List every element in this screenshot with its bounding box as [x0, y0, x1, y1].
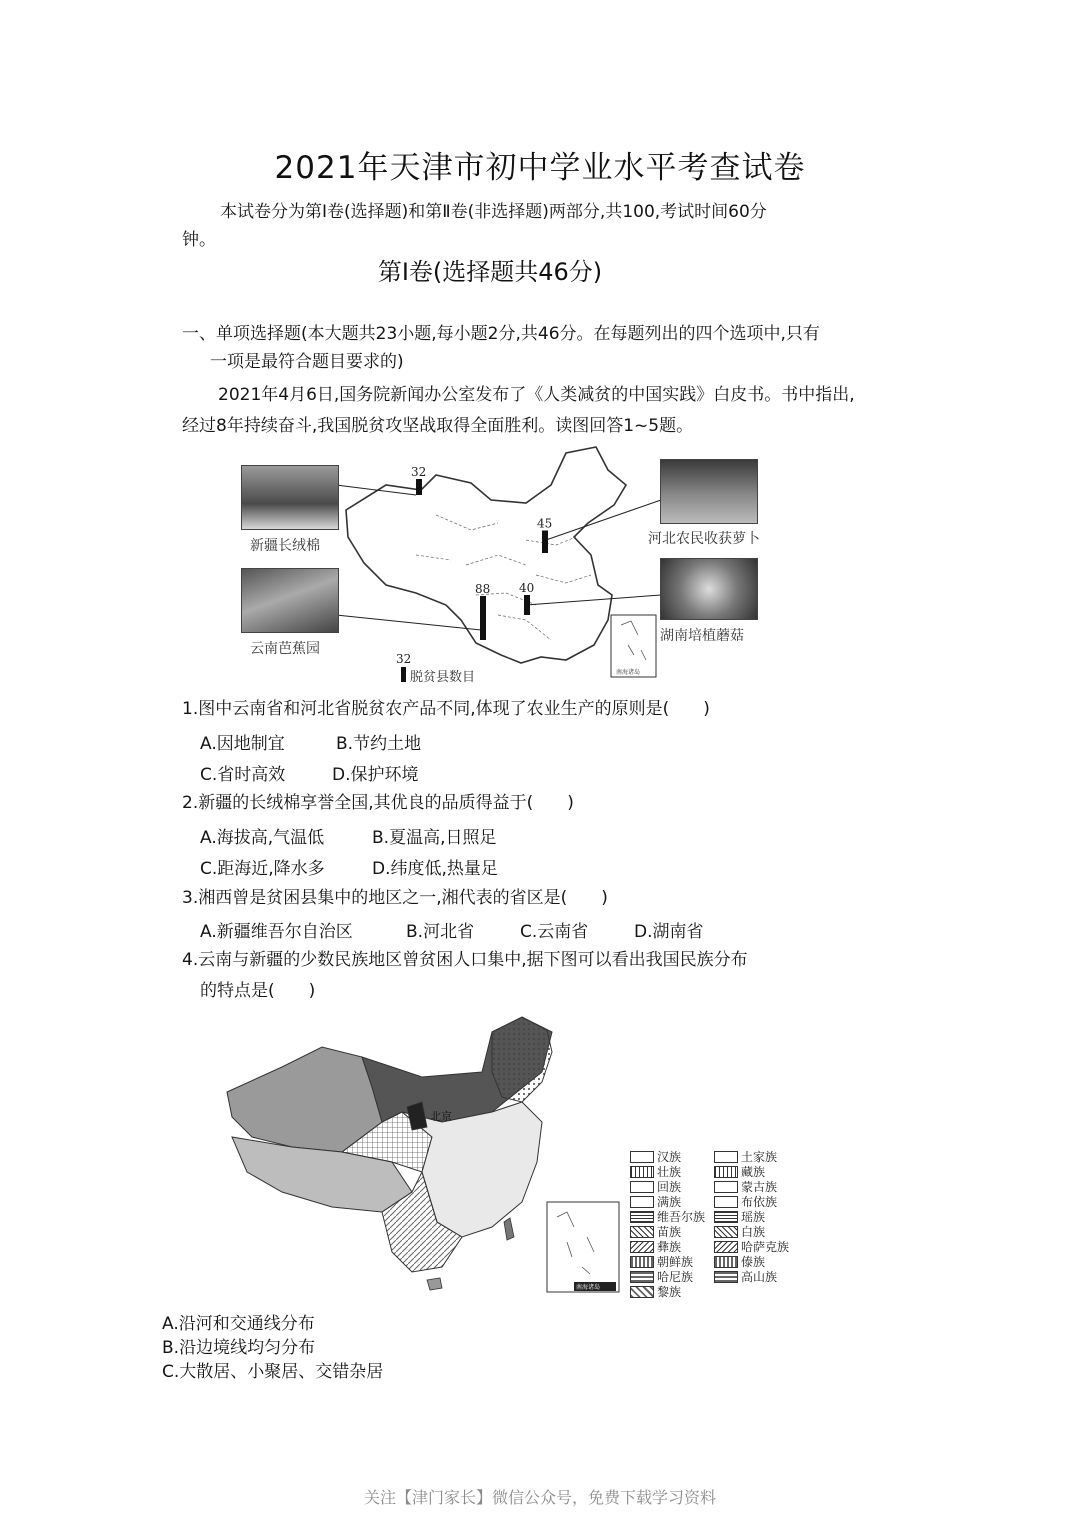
q4-option-b[interactable]: B.沿边境线均匀分布 [162, 1338, 316, 1358]
legend-swatch [714, 1271, 738, 1283]
legend-col2-item-8 [714, 1268, 777, 1285]
hunan-mushroom-photo [660, 558, 758, 620]
q3-option-a[interactable]: A.新疆维吾尔自治区 [200, 922, 353, 942]
passage-line-2: 经过8年持续奋斗,我国脱贫攻坚战取得全面胜利。读图回答1~5题。 [182, 416, 694, 436]
legend-swatch [714, 1196, 738, 1208]
question-1-stem: 1.图中云南省和河北省脱贫农产品不同,体现了农业生产的原则是( ) [182, 699, 710, 719]
question-4-stem-line-1: 4.云南与新疆的少数民族地区曾贫困人口集中,据下图可以看出我国民族分布 [182, 950, 748, 970]
legend-label: 朝鲜族 [657, 1255, 694, 1269]
beijing-label: 北京 [430, 1110, 452, 1123]
region-hainan [427, 1278, 442, 1290]
q1-option-c[interactable]: C.省时高效 [200, 765, 286, 785]
q2-option-d[interactable]: D.纬度低,热量足 [372, 859, 498, 879]
legend-label: 黎族 [657, 1285, 682, 1299]
legend-swatch [630, 1211, 654, 1223]
q2-option-b[interactable]: B.夏温高,日照足 [372, 828, 497, 848]
inset-label-2: 南海诸岛 [576, 1284, 601, 1291]
region-northeast [492, 1017, 552, 1102]
legend-swatch [630, 1196, 654, 1208]
bar-label-0: 32 [411, 465, 427, 479]
caption-hunan: 湖南培植蘑菇 [660, 628, 744, 644]
part-heading-line-1: 一、单项选择题(本大题共23小题,每小题2分,共46分。在每题列出的四个选项中,只有 [182, 324, 820, 344]
legend-label: 哈尼族 [657, 1270, 694, 1284]
legend-label: 白族 [741, 1225, 766, 1239]
q2-option-c[interactable]: C.距海近,降水多 [200, 859, 325, 879]
legend-col1-item-9 [630, 1283, 681, 1300]
legend-label: 回族 [657, 1180, 682, 1194]
q3-option-b[interactable]: B.河北省 [406, 922, 475, 942]
legend-swatch [630, 1271, 654, 1283]
part-heading-line-2: 一项是最符合题目要求的) [210, 352, 404, 372]
bar-1 [542, 531, 548, 554]
legend-label: 土家族 [741, 1150, 778, 1164]
legend-swatch [714, 1241, 738, 1253]
legend-swatch [714, 1181, 738, 1193]
bar-label-2: 88 [475, 582, 491, 596]
legend-label: 哈萨克族 [741, 1240, 790, 1254]
bar-3 [524, 595, 530, 615]
bar-0 [416, 479, 422, 495]
legend-label: 壮族 [657, 1165, 682, 1179]
inset-label: 南海诸岛 [616, 669, 641, 676]
legend-swatch [630, 1256, 654, 1268]
legend-label: 脱贫县数目 [410, 670, 476, 685]
legend-swatch [714, 1166, 738, 1178]
legend-label: 维吾尔族 [657, 1210, 706, 1224]
legend-swatch [714, 1256, 738, 1268]
caption-yunnan: 云南芭蕉园 [250, 641, 320, 657]
hebei-radish-photo [660, 459, 758, 524]
legend-label: 苗族 [657, 1225, 682, 1239]
legend-swatch [630, 1151, 654, 1163]
legend-label: 汉族 [657, 1150, 682, 1164]
legend-label: 满族 [657, 1195, 682, 1209]
q3-option-c[interactable]: C.云南省 [520, 922, 589, 942]
legend-value: 32 [396, 652, 412, 666]
legend-label: 蒙古族 [741, 1180, 778, 1194]
legend-label: 布依族 [741, 1195, 778, 1209]
legend-bar [401, 667, 406, 682]
region-taiwan [504, 1218, 514, 1240]
legend-swatch [630, 1166, 654, 1178]
legend-swatch [714, 1151, 738, 1163]
q1-option-a[interactable]: A.因地制宜 [200, 734, 285, 754]
poverty-map-figure [236, 445, 796, 690]
legend-swatch [630, 1226, 654, 1238]
xinjiang-cotton-photo [241, 465, 339, 530]
intro-line-1: 本试卷分为第Ⅰ卷(选择题)和第Ⅱ卷(非选择题)两部分,共100,考试时间60分 [220, 202, 767, 222]
question-4-stem-line-2: 的特点是( ) [200, 981, 316, 1001]
question-2-stem: 2.新疆的长绒棉享誉全国,其优良的品质得益于( ) [182, 793, 574, 813]
q4-option-a[interactable]: A.沿河和交通线分布 [162, 1314, 315, 1334]
caption-xinjiang: 新疆长绒棉 [250, 538, 320, 554]
section-title: 第Ⅰ卷(选择题共46分) [377, 258, 603, 286]
bar-label-1: 45 [537, 516, 553, 531]
ethnic-distribution-map-figure [222, 1012, 802, 1302]
yunnan-banana-photo [241, 568, 339, 633]
intro-line-2: 钟。 [182, 230, 216, 250]
legend-label: 藏族 [741, 1165, 766, 1179]
legend-label: 高山族 [741, 1270, 778, 1284]
legend-swatch [630, 1241, 654, 1253]
legend-swatch [630, 1181, 654, 1193]
legend-label: 傣族 [741, 1255, 766, 1269]
footer-note: 关注【津门家长】微信公众号，免费下载学习资料 [363, 1488, 716, 1507]
bar-label-3: 40 [519, 581, 535, 595]
question-3-stem: 3.湘西曾是贫困县集中的地区之一,湘代表的省区是( ) [182, 888, 608, 908]
exam-title: 2021年天津市初中学业水平考查试卷 [274, 150, 806, 186]
legend-swatch [714, 1226, 738, 1238]
q1-option-b[interactable]: B.节约土地 [336, 734, 422, 754]
q4-option-c[interactable]: C.大散居、小聚居、交错杂居 [162, 1362, 384, 1382]
q3-option-d[interactable]: D.湖南省 [634, 922, 704, 942]
legend-label: 瑶族 [741, 1210, 766, 1224]
legend-label: 彝族 [657, 1240, 682, 1254]
bar-2 [480, 596, 486, 640]
q1-option-d[interactable]: D.保护环境 [332, 765, 419, 785]
region-xinjiang [227, 1047, 382, 1152]
south-sea-inset-2 [547, 1202, 619, 1292]
caption-hebei: 河北农民收获萝卜 [648, 531, 760, 547]
passage-line-1: 2021年4月6日,国务院新闻办公室发布了《人类减贫的中国实践》白皮书。书中指出, [218, 385, 855, 405]
legend-swatch [630, 1286, 654, 1298]
south-sea-inset [611, 615, 656, 677]
legend-swatch [714, 1211, 738, 1223]
q2-option-a[interactable]: A.海拔高,气温低 [200, 828, 325, 848]
